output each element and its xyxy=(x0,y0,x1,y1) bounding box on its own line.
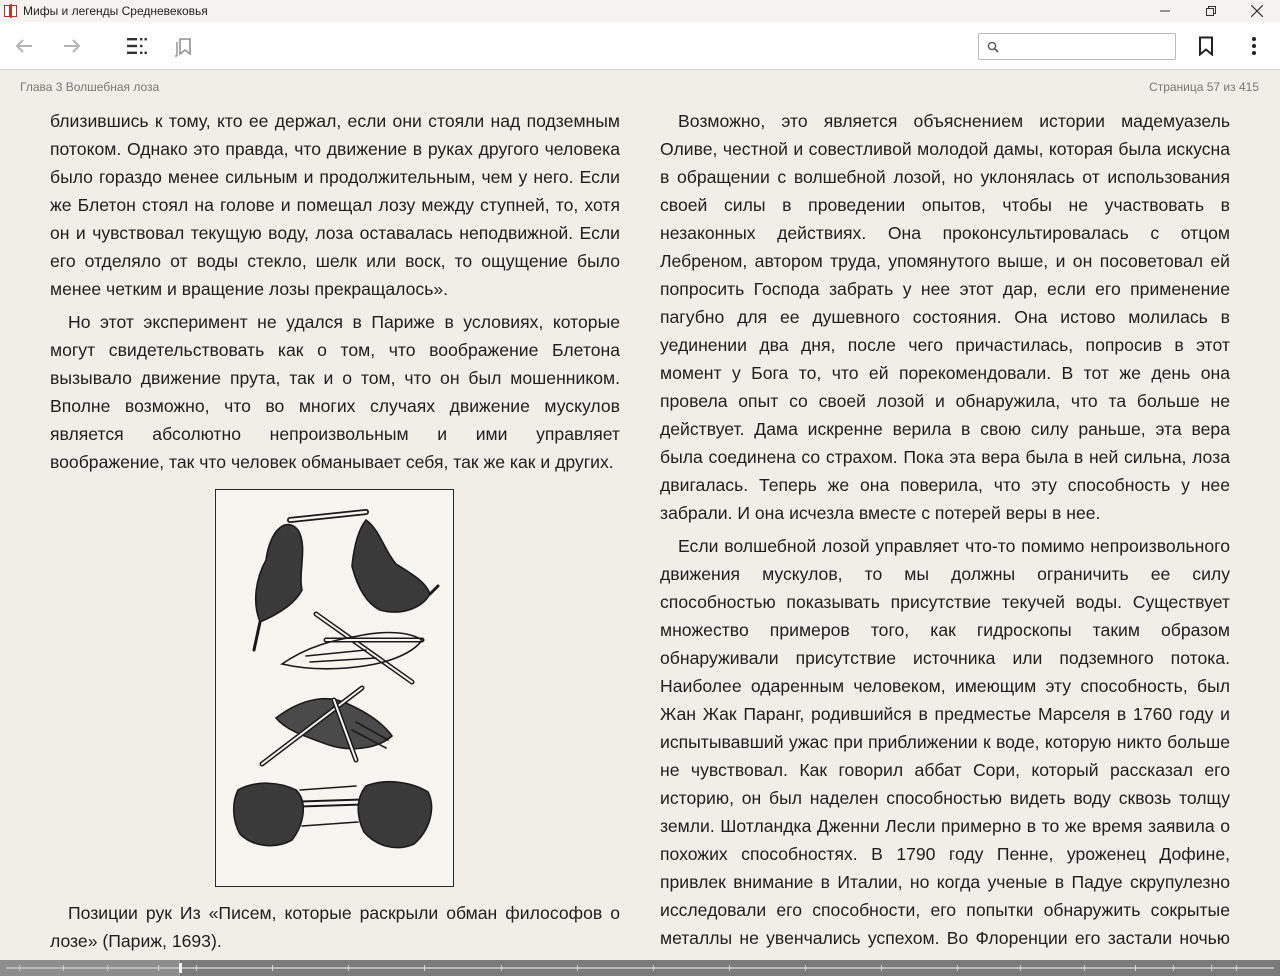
bookmarks-list-icon xyxy=(174,35,196,57)
forward-button[interactable] xyxy=(52,22,92,70)
restore-button[interactable] xyxy=(1188,0,1234,22)
page-indicator: Страница 57 из 415 xyxy=(1149,80,1259,94)
figure-caption: Позиции рук Из «Писем, которые раскрыли обман философов о лозе» (Париж, 1693). xyxy=(50,903,620,951)
reader-page xyxy=(0,71,1280,960)
paragraph: Если волшебной лозой управляет что-то помимо непроизвольного движения мускулов, то мы должны ограничить ее силу способностью показывать присутствие текучей воды. Существует множество примеров того, как гидроскопы таким образом обнаруживали присутствие источника или подземного потока. Наиболее одаренным человеком, имеющим эту способность, был Жан Жак Паранг, родившийся в предместье Марселя в 1760 году и испытывавший ужас при приближении к воде, которую никто больше не чувствовал. Как говорил аббат Сори, который рассказал его историю, он был наделен способностью видеть воду сквозь толщу земли. Шотландка Дженни Лесли примерно в то же время заявила о похожих способностях. В 1790 году Пенне, уроженец Дофине, привлек внимание в Италии, но когда ученые в Падуе скрупулезно исследовали его способности, его попытки обнаружить сокрытые металлы не увенчались успехом. Во Флоренции его застали ночью xyxy=(660,536,1230,948)
chapter-tick xyxy=(63,965,64,971)
restore-icon xyxy=(1206,6,1216,16)
chapter-tick xyxy=(196,965,197,971)
window-titlebar xyxy=(0,0,1280,22)
chapter-tick xyxy=(577,965,578,971)
illustration-hands-figure xyxy=(215,489,454,887)
paragraph: близившись к тому, кто ее держал, если они стояли над подземным потоком. Однако это правда, что движение в руках другого человека было гораздо менее сильным и продолжительным, чем у него. Если же Блетон стоял на голове и помещал лозу между ступней, то, хотя он и чувствовал текущую воду, лоза оставалась неподвижной. Если его отделяло от воды стекло, шелк или воск, то ощущение было менее четким и вращение лозы прекращалось». xyxy=(50,111,620,299)
contents-button[interactable] xyxy=(117,22,157,70)
chapter-tick xyxy=(805,965,806,971)
minimize-button[interactable] xyxy=(1142,0,1188,22)
chapter-tick xyxy=(1084,965,1085,971)
chapter-tick xyxy=(424,965,425,971)
progress-handle[interactable] xyxy=(179,963,182,973)
search-input[interactable] xyxy=(1005,36,1171,57)
chapter-tick xyxy=(1211,965,1212,971)
search-field[interactable] xyxy=(978,33,1176,60)
chapter-tick xyxy=(1020,965,1021,971)
chapter-tick xyxy=(348,965,349,971)
window-controls xyxy=(1142,0,1280,22)
hands-holding-rod-illustration xyxy=(216,490,452,885)
chapter-tick xyxy=(1236,965,1237,971)
reading-progress-bar[interactable] xyxy=(0,960,1280,976)
chapter-tick xyxy=(881,965,882,971)
back-button[interactable] xyxy=(4,22,44,70)
window-title: Мифы и легенды Средневековья xyxy=(23,4,208,18)
arrow-left-icon xyxy=(14,38,34,54)
search-icon xyxy=(987,41,999,53)
chapter-tick xyxy=(107,965,108,971)
right-column xyxy=(660,107,1230,976)
menu-button[interactable] xyxy=(1234,22,1274,70)
close-icon xyxy=(1251,5,1263,17)
bookmark-button[interactable] xyxy=(1186,22,1226,70)
chapter-tick xyxy=(1173,965,1174,971)
minimize-icon xyxy=(1160,6,1170,16)
table-of-contents-icon xyxy=(126,37,148,55)
chapter-tick xyxy=(957,965,958,971)
paragraph: Возможно, это является объяснением истории мадемуазель Оливе, честной и совестливой молодой дамы, которая была искусна в обращении с волшебной лозой, но уклонялась от использования своей силы в проведении опытов, чтобы не участвовать в незаконных действиях. Она проконсультировалась с отцом Лебреном, автором труда, упомянутого выше, и он посоветовал ей попросить Господа забрать у нее этот дар, если его применение пагубно для ее душевного состояния. Она истово молилась в уединении два дня, после чего причастилась, попросив в этот момент у Бога то, что ей порекомендовали. В тот же день она провела опыт со своей лозой и обнаружила, что та больше не действует. Дама искренне верила в свою силу раньше, эта вера была соединена со страхом. Пока эта вера была в ней сильна, лоза двигалась. Теперь же она поверила, что эту способность у нее забрали. И она исчезла вместе с потерей веры в нее. xyxy=(660,111,1230,523)
chapter-tick xyxy=(19,965,20,971)
left-column xyxy=(50,107,620,481)
chapter-tick xyxy=(158,965,159,971)
chapter-tick xyxy=(729,965,730,971)
chapter-tick xyxy=(272,965,273,971)
more-vertical-icon xyxy=(1251,36,1257,56)
chapter-title: Глава 3 Волшебная лоза xyxy=(20,80,160,94)
arrow-right-icon xyxy=(62,38,82,54)
bookmark-icon xyxy=(1198,36,1214,56)
app-book-icon xyxy=(4,4,18,18)
chapter-tick xyxy=(1135,965,1136,971)
reader-toolbar xyxy=(0,22,1280,70)
close-button[interactable] xyxy=(1234,0,1280,22)
chapter-tick xyxy=(653,965,654,971)
bookmarks-list-button[interactable] xyxy=(165,22,205,70)
paragraph: Но этот эксперимент не удался в Париже в условиях, которые могут свидетельствовать как о том, что воображение Блетона вызывало движение прута, так и о том, что он был мошенником. Вполне возможно, что во многих случаях движение мускулов является абсолютно непроизвольным и ими управляет воображение, так что человек обманывает себя, так же как и других. xyxy=(50,312,620,472)
chapter-tick xyxy=(501,965,502,971)
